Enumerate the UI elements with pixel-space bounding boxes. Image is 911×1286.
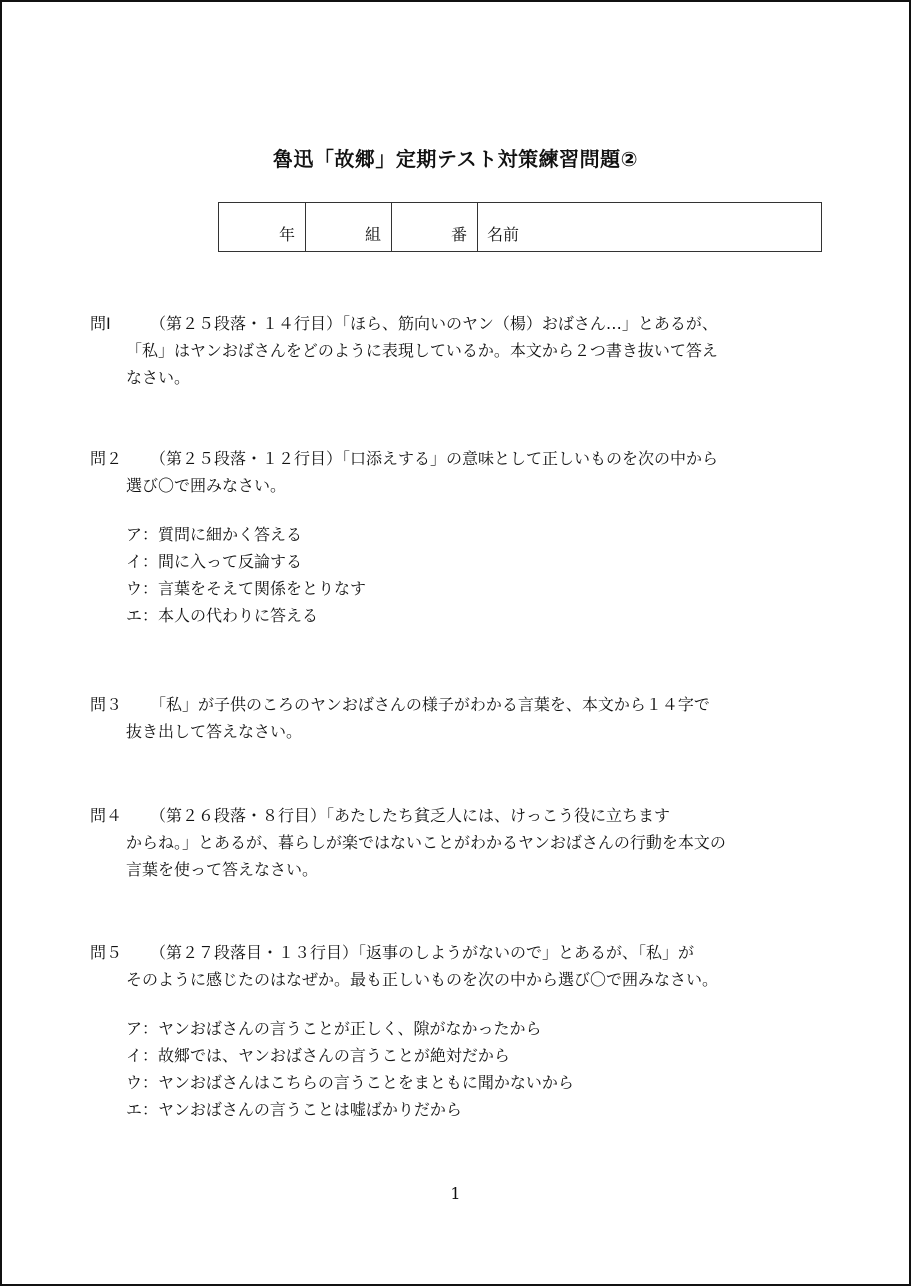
question-4-text: （第２６段落・８行目）「あたしたち貧乏人には、けっこう役に立ちます — [150, 806, 671, 825]
question-3 — [90, 691, 830, 745]
question-5-choices — [90, 1015, 830, 1123]
question-3-line-1 — [90, 691, 830, 718]
question-5-text: （第２７段落目・１３行目）「返事のしようがないので」とあるが、「私」が — [150, 943, 695, 962]
name-entry-table — [218, 202, 822, 252]
question-5-line-1 — [90, 939, 830, 966]
question-1 — [90, 310, 830, 391]
page-title: 魯迅「故郷」定期テスト対策練習問題② — [272, 147, 639, 171]
choice-a[interactable]: ア：ヤンおばさんの言うことが正しく、隙がなかったから — [126, 1019, 542, 1038]
question-1-line-2: 「私」はヤンおばさんをどのように表現しているか。本文から２つ書き抜いて答え — [126, 341, 718, 360]
question-1-label: 問Ⅰ — [90, 314, 111, 333]
choice-a[interactable]: ア：質問に細かく答える — [126, 525, 303, 544]
question-2-line-2: 選び〇で囲みなさい。 — [126, 476, 287, 495]
choice-e[interactable]: エ：ヤンおばさんの言うことは嘘ばかりだから — [126, 1100, 462, 1119]
year-label: 年 — [278, 225, 295, 244]
question-3-label: 問３ — [90, 695, 123, 714]
question-2-line-1 — [90, 445, 830, 472]
name-field[interactable] — [478, 203, 821, 251]
question-4-line-2: からね。」とあるが、暮らしが楽ではないことがわかるヤンおばさんの行動を本文の — [126, 833, 726, 852]
question-2-label: 問２ — [90, 449, 123, 468]
question-5-label: 問５ — [90, 943, 123, 962]
question-4-line-1 — [90, 802, 830, 829]
question-2 — [90, 445, 830, 629]
question-2-text: （第２５段落・１２行目）「口添えする」の意味として正しいものを次の中から — [150, 449, 719, 468]
name-label: 名前 — [487, 225, 520, 244]
question-5 — [90, 939, 830, 1123]
question-1-line-3: なさい。 — [126, 368, 191, 387]
choice-u[interactable]: ウ：言葉をそえて関係をとりなす — [126, 579, 367, 598]
question-5-line-2: そのように感じたのはなぜか。最も正しいものを次の中から選び〇で囲みなさい。 — [126, 970, 719, 989]
question-4 — [90, 802, 830, 883]
class-label: 組 — [364, 225, 381, 244]
number-label: 番 — [450, 225, 467, 244]
choice-u[interactable]: ウ：ヤンおばさんはこちらの言うことをまともに聞かないから — [126, 1073, 574, 1092]
question-3-line-2: 抜き出して答えなさい。 — [126, 722, 303, 741]
choice-i[interactable]: イ：間に入って反論する — [126, 552, 303, 571]
question-4-label: 問４ — [90, 806, 123, 825]
question-1-text: （第２５段落・１４行目）「ほら、筋向いのヤン（楊）おばさん…」とあるが、 — [150, 314, 718, 333]
question-1-line-1 — [90, 310, 830, 337]
year-field[interactable] — [219, 203, 306, 251]
question-3-text: 「私」が子供のころのヤンおばさんの様子がわかる言葉を、本文から１４字で — [150, 695, 710, 714]
number-field[interactable] — [392, 203, 478, 251]
class-field[interactable] — [306, 203, 392, 251]
question-2-choices — [90, 521, 830, 629]
choice-e[interactable]: エ：本人の代わりに答える — [126, 606, 319, 625]
question-4-line-3: 言葉を使って答えなさい。 — [126, 860, 319, 879]
choice-i[interactable]: イ：故郷では、ヤンおばさんの言うことが絶対だから — [126, 1046, 510, 1065]
page-number: 1 — [450, 1184, 461, 1203]
